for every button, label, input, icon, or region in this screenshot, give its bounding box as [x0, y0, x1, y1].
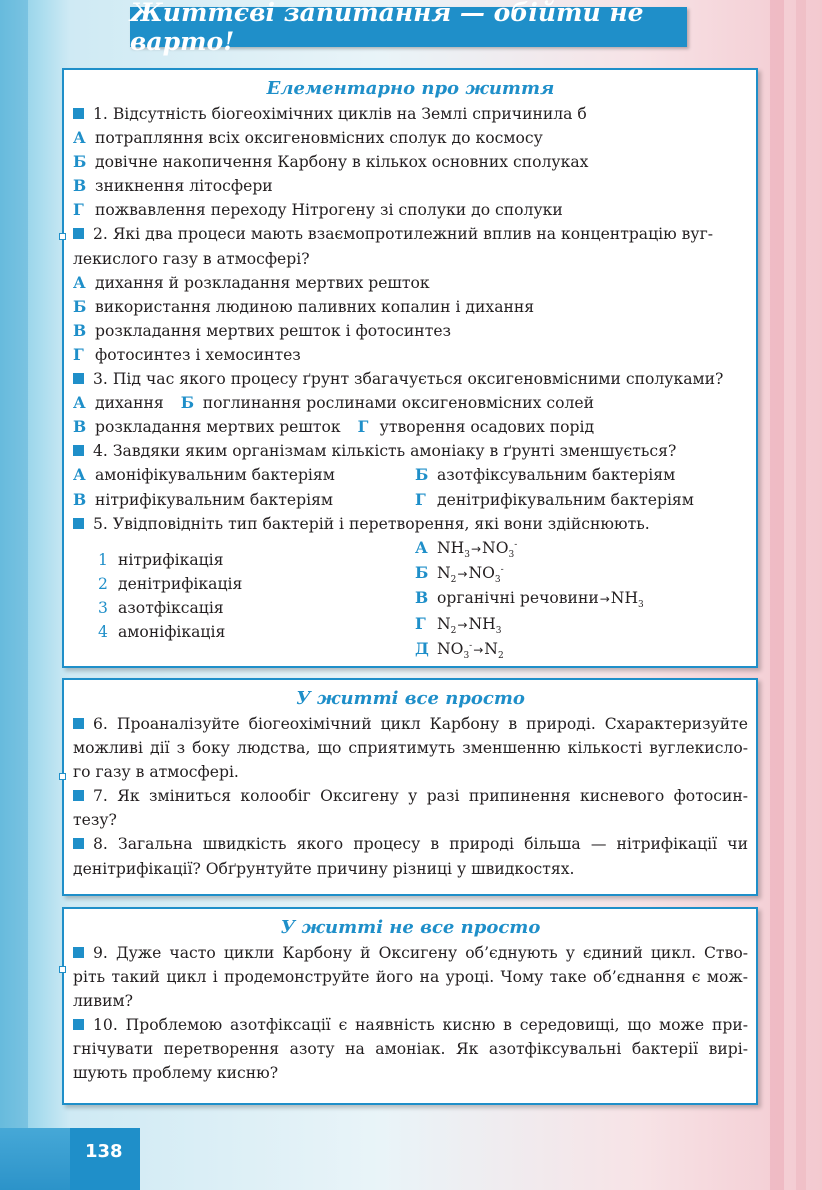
question-10: 10. Проблемою азотфіксації є наявність кисню в середовищі, що може при- [73, 1013, 748, 1037]
page-title [130, 0, 687, 56]
question-4: 4. Завдяки яким організмам кількість амоніаку в ґрунті зменшується? [73, 439, 748, 463]
match-item: 2 денітрифікація [98, 574, 243, 593]
bullet-square-icon [73, 947, 84, 958]
question-10-continued: шують проблему кисню? [73, 1064, 279, 1083]
option: В розкладання мертвих решток і фотосинтез [73, 320, 452, 340]
option: А потрапляння всіх оксигеновмісних сполук до космосу [73, 128, 543, 148]
option: Г пожвавлення переходу Нітрогену зі сполуки до сполуки [73, 200, 563, 220]
match-item: 1 нітрифікація [98, 550, 224, 569]
question-2-continued: лекислого газу в атмосфері? [73, 249, 310, 268]
option-row: В нітрифікувальним бактеріям Г денітрифікувальним бактеріям [73, 489, 694, 509]
question-2: 2. Які два процеси мають взаємопротилежний вплив на концентрацію вуг- [73, 222, 748, 246]
question-9-continued: ріть такий цикл і продемонструйте його на уроці. Чому таке об’єднання є мож- [73, 968, 748, 987]
question-8-continued: денітрифікації? Обґрунтуйте причину різниці у швидкостях. [73, 859, 575, 878]
bullet-square-icon [73, 373, 84, 384]
bullet-square-icon [73, 718, 84, 729]
option: Б використання людиною паливних копалин і дихання [73, 296, 535, 316]
question-6: 6. Проаналізуйте біогеохімічний цикл Карбону в природі. Схарактеризуйте [73, 712, 748, 736]
section-not-simple [62, 907, 758, 1105]
bullet-square-icon [73, 518, 84, 529]
match-option: В органічні $речовини\to NH_3$ [415, 588, 644, 611]
question-8: 8. Загальна швидкість якого процесу в природі більша — нітрифікації чи [73, 832, 748, 856]
arrow-icon: → [457, 566, 468, 581]
question-3: 3. Під час якого процесу ґрунт збагачується оксигеновмісними сполуками? [73, 367, 748, 391]
option-row: В розкладання мертвих решток Г утворення осадових порід [73, 417, 595, 437]
background-stripe [770, 0, 784, 1190]
option: В зникнення літосфери [73, 176, 273, 196]
question-6-continued: го газу в атмосфері. [73, 763, 239, 782]
matching-right-column [415, 536, 644, 662]
arrow-icon: → [599, 592, 610, 607]
section-simple [62, 678, 758, 896]
bullet-square-icon [73, 838, 84, 849]
match-item: 3 азотфіксація [98, 598, 224, 617]
section-title: Елементарно про життя [266, 78, 555, 99]
question-1: 1. Відсутність біогеохімічних циклів на Землі спричинила б [73, 102, 748, 126]
bullet-square-icon [73, 790, 84, 801]
section-title: У житті все просто [296, 688, 525, 709]
match-item: 4 амоніфікація [98, 622, 226, 641]
arrow-icon: → [473, 642, 484, 657]
option-row: А амоніфікувальним бактеріям Б азотфіксувальним бактеріям [73, 465, 676, 485]
matching-left-column [98, 548, 242, 644]
question-7-continued: тезу? [73, 811, 117, 830]
question-9: 9. Дуже часто цикли Карбону й Оксигену об’єднують у єдиний цикл. Ство- [73, 941, 748, 965]
option: Г фотосинтез і хемосинтез [73, 344, 301, 364]
matching-table [73, 536, 748, 661]
question-6-continued: можливі дії з боку людства, що сприятимуть зменшенню кількості вуглекисло- [73, 739, 748, 758]
arrow-icon: → [470, 541, 482, 556]
match-option: Б $N_2\to NO_3^-$ [415, 562, 504, 586]
question-10-continued: гнічувати перетворення азоту на амоніак. Як азотфіксувальні бактерії вирі- [73, 1040, 748, 1059]
option: А дихання й розкладання мертвих решток [73, 272, 430, 292]
bullet-square-icon [73, 108, 84, 119]
section-elementary [62, 68, 758, 668]
margin-marker-icon [59, 966, 66, 973]
question-5: 5. Увідповідніть тип бактерій і перетворення, які вони здійснюють. [73, 512, 748, 536]
margin-marker-icon [59, 773, 66, 780]
match-option: Г $N_2\to NH_3$ [415, 613, 502, 636]
bullet-square-icon [73, 445, 84, 456]
page-title-text: Життєві запитання — обійти не варто! [130, 0, 644, 56]
bullet-square-icon [73, 1019, 84, 1030]
page-number: 138 [70, 1128, 140, 1190]
margin-marker-icon [59, 233, 66, 240]
background-stripe [796, 0, 806, 1190]
match-option: А $NH_3\to NO_3^-$ [415, 537, 518, 560]
bullet-square-icon [73, 228, 84, 239]
background-stripe [0, 0, 28, 1190]
match-option: Д $NO_3^-\to N_2$ [415, 638, 504, 661]
question-7: 7. Як зміниться колообіг Оксигену у разі припинення кисневого фотосин- [73, 784, 748, 808]
question-9-continued: ливим? [73, 992, 133, 1011]
section-title: У житті не все просто [280, 917, 541, 938]
option-row: А дихання Б поглинання рослинами оксигеновмісних солей [73, 393, 595, 413]
option: Б довічне накопичення Карбону в кількох основних сполуках [73, 152, 589, 172]
footer-bar [0, 1128, 70, 1190]
arrow-icon: → [457, 617, 468, 632]
